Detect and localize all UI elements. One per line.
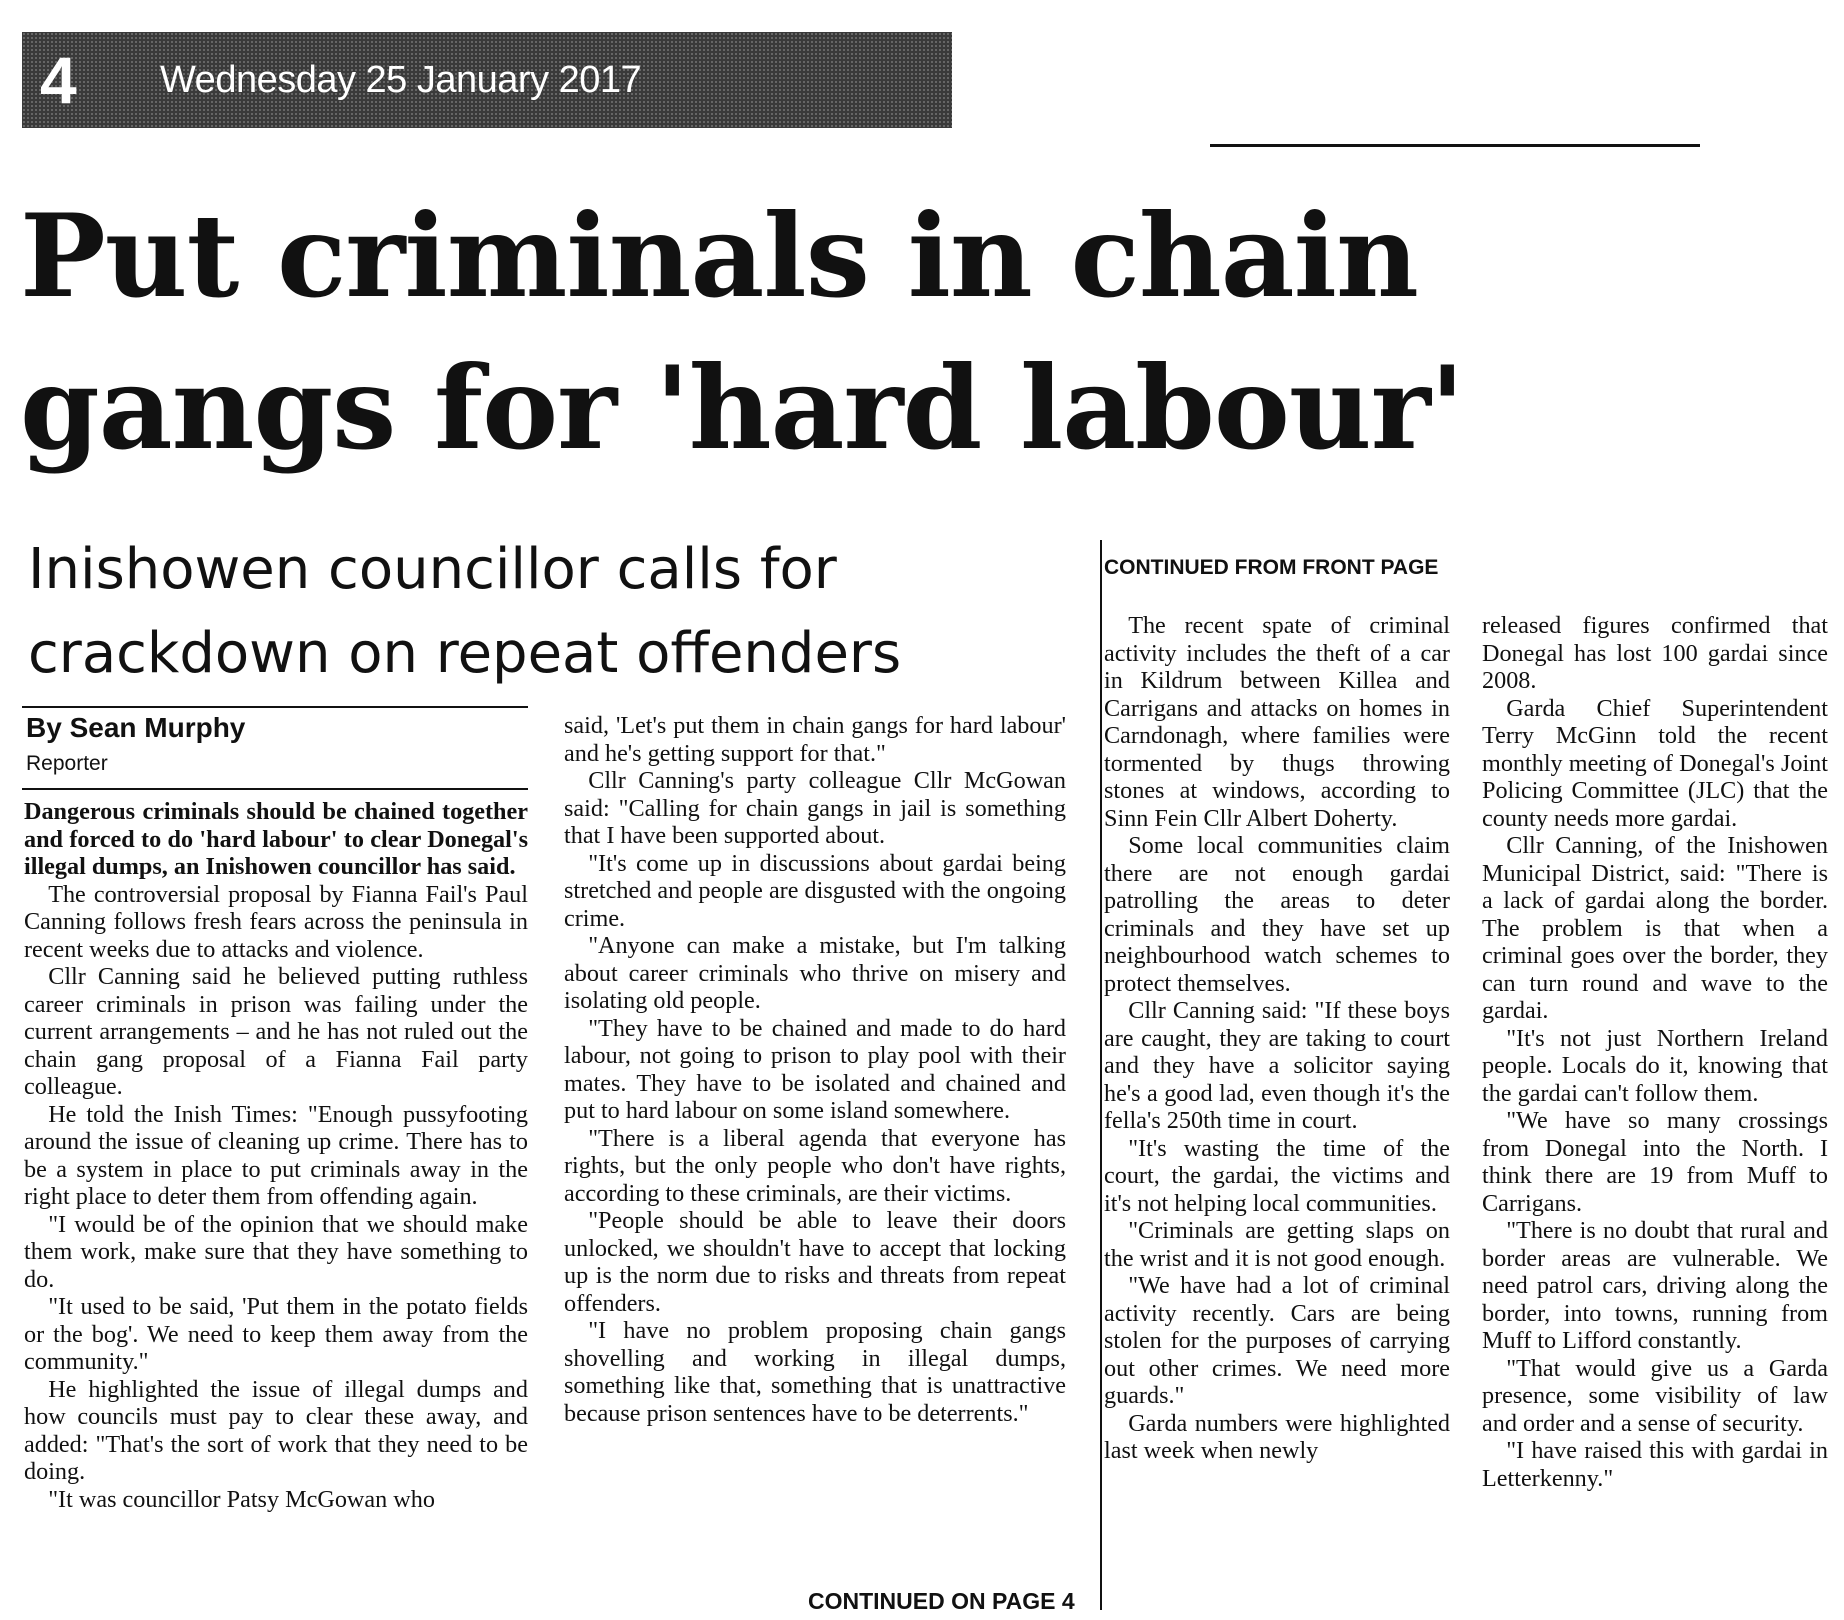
top-rule (1210, 144, 1700, 147)
article-column-1 (24, 798, 528, 1513)
paragraph: "Criminals are getting slaps on the wrist and it is not good enough. (1104, 1217, 1450, 1272)
paragraph: The recent spate of criminal activity includes the theft of a car in Kildrum between Killea and Carrigans and attacks on homes in Carndonagh, where families were tormented by thugs throwing stones at windows, according to Sinn Fein Cllr Albert Doherty. (1104, 612, 1450, 832)
paragraph: Garda Chief Superintendent Terry McGinn told the recent monthly meeting of Donegal's Joint Policing Committee (JLC) that the county needs more gardai. (1482, 694, 1828, 832)
paragraph: "It used to be said, 'Put them in the potato fields or the bog'. We need to keep them away from the community." (24, 1293, 528, 1375)
subheadline (28, 528, 1068, 696)
article-column-2 (564, 712, 1066, 1427)
paragraph: "People should be able to leave their doors unlocked, we shouldn't have to accept that locking up is the norm due to risks and threats from repeat offenders. (564, 1207, 1066, 1317)
article-column-4 (1482, 612, 1828, 1492)
paragraph: He highlighted the issue of illegal dumps and how councils must pay to clear these away, and added: "That's the sort of work that they need to be doing. (24, 1375, 528, 1485)
paragraph: "They have to be chained and made to do hard labour, not going to prison to play pool with their mates. They have to be isolated and chained and put to hard labour on some island somewhere. (564, 1014, 1066, 1124)
byline-author: By Sean Murphy (26, 712, 246, 743)
column-divider (1100, 540, 1102, 1610)
issue-date: Wednesday 25 January 2017 (160, 58, 642, 101)
paragraph: "That would give us a Garda presence, some visibility of law and order and a sense of security. (1482, 1354, 1828, 1437)
paragraph: "I would be of the opinion that we should make them work, make sure that they have something to do. (24, 1210, 528, 1293)
paragraph: "It's come up in discussions about gardai being stretched and people are disgusted with the ongoing crime. (564, 849, 1066, 932)
paragraph: released figures confirmed that Donegal has lost 100 gardai since 2008. (1482, 612, 1828, 694)
byline-bottom-rule (22, 788, 528, 790)
paragraph: "There is no doubt that rural and border areas are vulnerable. We need patrol cars, driving along the border, into towns, running from Muff to Lifford constantly. (1482, 1217, 1828, 1354)
paragraph: "It was councillor Patsy McGowan who (48, 1485, 435, 1513)
byline-top-rule (22, 706, 528, 708)
paragraph: "Anyone can make a mistake, but I'm talking about career criminals who thrive on misery and isolating old people. (564, 932, 1066, 1014)
paragraph: "I have no problem proposing chain gangs shovelling and working in illegal dumps, something like that, something that is unattractive because prison sentences have to be deterrents." (564, 1317, 1066, 1427)
paragraph: "There is a liberal agenda that everyone has rights, but the only people who don't have rights, according to these criminals, are their victims. (564, 1124, 1066, 1207)
article-column-3 (1104, 612, 1450, 1465)
paragraph: Garda numbers were highlighted last week when newly (1104, 1409, 1450, 1464)
paragraph: Some local communities claim there are not enough gardai patrolling the areas to deter criminals and they have set up neighbourhood watch schemes to protect themselves. (1104, 832, 1450, 997)
paragraph: "We have had a lot of criminal activity recently. Cars are being stolen for the purposes of carrying out other crimes. We need more guards." (1104, 1272, 1450, 1409)
headline-line-2: gangs for 'hard labour' (20, 341, 1464, 475)
byline-role: Reporter (26, 752, 108, 775)
continued-on-label: CONTINUED ON PAGE 4 (808, 1588, 1075, 1614)
page-number: 4 (40, 43, 77, 117)
paragraph: Cllr Canning said: "If these boys are caught, they are taking to court and they have a solicitor saying he's a good lad, even though it's the fella's 250th time in court. (1104, 997, 1450, 1134)
paragraph: Cllr Canning said he believed putting ruthless career criminals in prison was failing under the current arrangements – and he has not ruled out the chain gang proposal of a Fianna Fail party colleague. (24, 963, 528, 1100)
paragraph: The controversial proposal by Fianna Fail's Paul Canning follows fresh fears across the peninsula in recent weeks due to attacks and violence. (24, 880, 528, 963)
lead-paragraph: Dangerous criminals should be chained together and forced to do 'hard labour' to clear Donegal's illegal dumps, an Inishowen councillor has said. (24, 798, 528, 880)
paragraph: "It's not just Northern Ireland people. Locals do it, knowing that the gardai can't follow them. (1482, 1024, 1828, 1107)
continued-from-label: CONTINUED FROM FRONT PAGE (1104, 556, 1439, 579)
headline-line-1: Put criminals in chain (20, 189, 1418, 323)
paragraph: "I have raised this with gardai in Letterkenny." (1482, 1437, 1828, 1492)
subheadline-line-2: crackdown on repeat offenders (28, 621, 902, 686)
paragraph: Cllr Canning, of the Inishowen Municipal District, said: "There is a lack of gardai along the border. The problem is that when a criminal goes over the border, they can turn round and wave to the gardai. (1482, 832, 1828, 1024)
headline (20, 180, 1820, 484)
paragraph: said, 'Let's put them in chain gangs for hard labour' and he's getting support for that." (564, 712, 1066, 767)
paragraph: Cllr Canning's party colleague Cllr McGowan said: "Calling for chain gangs in jail is something that I have been supported about. (564, 767, 1066, 849)
paragraph: "We have so many crossings from Donegal into the North. I think there are 19 from Muff to Carrigans. (1482, 1107, 1828, 1217)
masthead (22, 32, 952, 128)
subheadline-line-1: Inishowen councillor calls for (28, 537, 837, 602)
paragraph: "It's wasting the time of the court, the gardai, the victims and it's not helping local communities. (1104, 1134, 1450, 1217)
paragraph: He told the Inish Times: "Enough pussyfooting around the issue of cleaning up crime. There has to be a system in place to put criminals away in the right place to deter them from offending again. (24, 1100, 528, 1210)
